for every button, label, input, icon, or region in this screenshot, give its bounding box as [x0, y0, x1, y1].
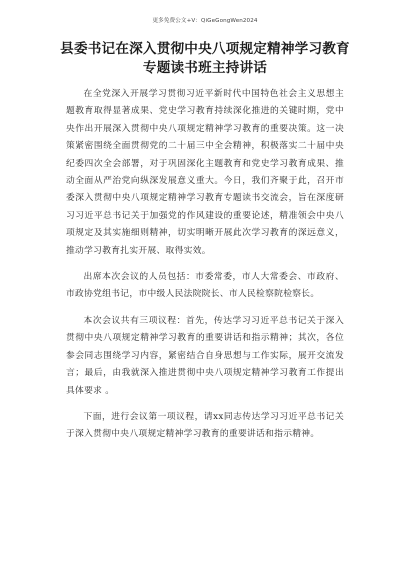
document-body [66, 86, 344, 444]
paragraph-intro: 在全党深入开展学习贯彻习近平新时代中国特色社会主义思想主题教育取得显著成果、党史学习教育持续深化推进的关键时期，党中央作出开展深入贯彻中央八项规定精神学习教育的重要决策。这一决策紧密围绕全面贯彻党的二十届三中全会精神，积极落实二十届中央纪委四次全会部署，对于巩固深化主题教育和党史学习教育成果、推动全面从严治党向纵深发展意义重大。今日，我们齐聚于此，召开市委深入贯彻中央八项规定精神学习教育专题读书交流会，旨在深度研习习近平总书记关于加强党的作风建设的重要论述，精准领会中央八项规定及其实施细则精神，切实明晰开展此次学习教育的深远意义，推动学习教育扎实开展、取得实效。 [66, 89, 344, 256]
paragraph-attendees: 出席本次会议的人员包括：市委常委，市人大常委会、市政府、市政协党组书记，市中级人民法院院长、市人民检察院检察长。 [66, 272, 344, 300]
paragraph-first-item: 下面，进行会议第一项议程，请xx同志传达学习习近平总书记关于深入贯彻中央八项规定精神学习教育的重要讲话和指示精神。 [66, 411, 344, 440]
paragraph-agenda: 本次会议共有三项议程：首先，传达学习习近平总书记关于深入贯彻中央八项规定精神学习教育的重要讲话和指示精神；其次，各位参会同志围绕学习内容，紧密结合自身思想与工作实际，展开交流发言；最后，由我就深入推进贯彻中央八项规定精神学习教育工作提出具体要求 。 [66, 315, 344, 396]
header-note: 更多免费公文+V：QiGeGongWen2024 [152, 18, 258, 24]
document-title: 县委书记在深入贯彻中央八项规定精神学习教育专题读书班主持讲话 [60, 41, 350, 76]
